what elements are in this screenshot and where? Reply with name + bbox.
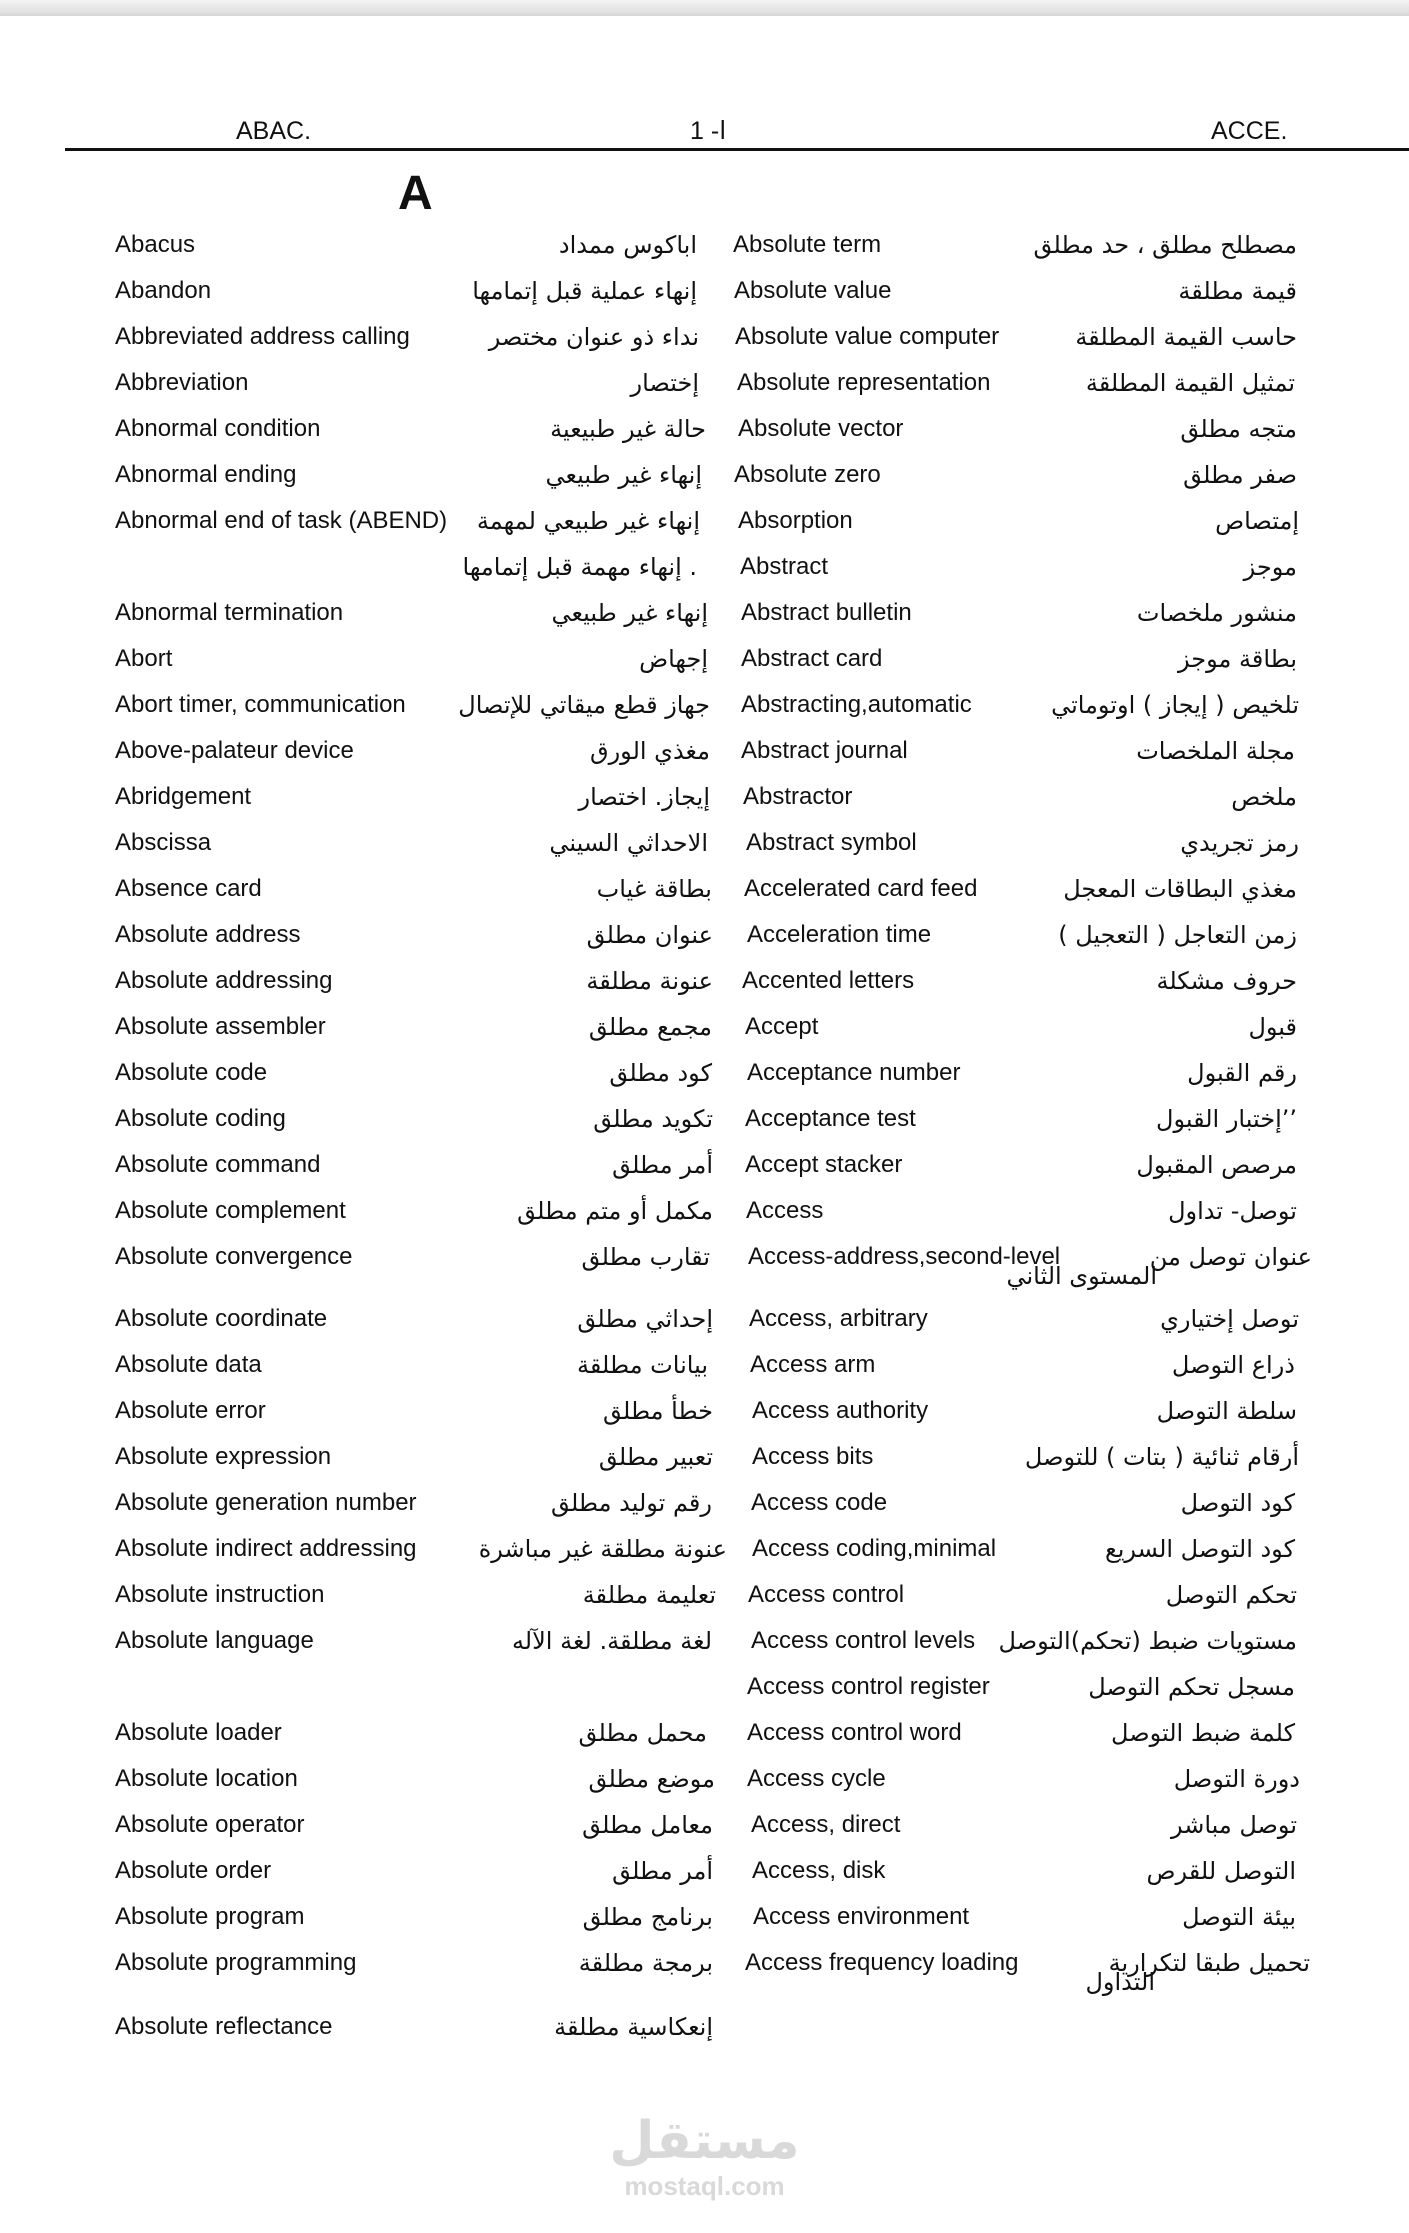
english-term: Acceptance number — [747, 1059, 961, 1086]
glossary-row — [0, 1012, 1409, 1058]
arabic-translation: مكمل أو متم مطلق — [517, 1197, 713, 1225]
arabic-translation: دورة التوصل — [1173, 1765, 1300, 1793]
arabic-translation: موضع مطلق — [588, 1765, 715, 1793]
arabic-translation: محمل مطلق — [578, 1719, 707, 1747]
english-term: Absolute command — [115, 1151, 321, 1178]
arabic-translation: إنهاء عملية قبل إتمامها — [472, 277, 697, 305]
english-term: Access coding,minimal — [752, 1535, 997, 1562]
english-term: Abnormal end of task (ABEND) — [115, 507, 448, 534]
glossary-row — [0, 1242, 1409, 1288]
english-term: Abacus — [115, 231, 196, 258]
arabic-translation: حالة غير طبيعية — [550, 415, 706, 443]
arabic-translation: مغذي البطاقات المعجل — [1063, 875, 1297, 903]
glossary-row — [0, 322, 1409, 368]
english-term: Absolute value — [734, 277, 892, 304]
english-term: Absolute instruction — [115, 1581, 325, 1608]
glossary-row — [0, 1856, 1409, 1902]
arabic-translation: تقارب مطلق — [581, 1243, 710, 1271]
english-term: Absolute coordinate — [115, 1305, 328, 1332]
arabic-translation: رقم القبول — [1187, 1059, 1297, 1087]
glossary-row — [0, 1534, 1409, 1580]
english-term: Absolute address — [115, 921, 301, 948]
arabic-translation: مصطلح مطلق ، حد مطلق — [1033, 231, 1297, 259]
arabic-translation: كلمة ضبط التوصل — [1111, 1719, 1295, 1747]
glossary-row — [0, 598, 1409, 644]
arabic-translation: ’’إختبار القبول — [1156, 1105, 1297, 1133]
glossary-row — [0, 460, 1409, 506]
arabic-translation: رقم توليد مطلق — [550, 1489, 712, 1517]
english-term: Access code — [751, 1489, 888, 1516]
english-term: Access control register — [747, 1673, 990, 1700]
english-term: Abnormal condition — [115, 415, 321, 442]
arabic-translation: عنونة مطلقة — [586, 967, 713, 995]
arabic-translation: إنهاء غير طبيعي — [551, 599, 708, 627]
english-term: Above-palateur device — [115, 737, 354, 764]
watermark-arabic-logo: مستقل — [609, 2111, 800, 2171]
arabic-translation-continuation: التداول — [1085, 1968, 1155, 1996]
glossary-row — [0, 1672, 1409, 1718]
glossary-row — [0, 1442, 1409, 1488]
english-term: Access control — [748, 1581, 905, 1608]
english-term: Absolute generation number — [115, 1489, 417, 1516]
arabic-translation: . إنهاء مهمة قبل إتمامها — [462, 553, 697, 581]
arabic-translation: قبول — [1248, 1013, 1297, 1041]
english-term: Absolute representation — [737, 369, 991, 396]
english-term: Access environment — [753, 1903, 970, 1930]
glossary-row — [0, 690, 1409, 736]
english-term: Access cycle — [747, 1765, 886, 1792]
mostaql-watermark — [0, 2111, 1409, 2201]
glossary-row — [0, 1764, 1409, 1810]
english-term: Absolute complement — [115, 1197, 346, 1224]
glossary-row — [0, 1488, 1409, 1534]
arabic-translation: إجهاض — [639, 645, 708, 673]
arabic-translation: منشور ملخصات — [1136, 599, 1297, 627]
english-term: Absolute reflectance — [115, 2013, 333, 2040]
arabic-translation: عنوان مطلق — [586, 921, 713, 949]
english-term: Absolute assembler — [115, 1013, 326, 1040]
arabic-translation: أمر مطلق — [612, 1857, 713, 1885]
glossary-row — [0, 736, 1409, 782]
arabic-translation-continuation: المستوى الثاني — [1006, 1262, 1157, 1290]
glossary-row — [0, 920, 1409, 966]
arabic-translation: بطاقة موجز — [1178, 645, 1297, 673]
english-term: Absolute language — [115, 1627, 314, 1654]
english-term: Absolute term — [733, 231, 882, 258]
arabic-translation: بطاقة غياب — [596, 875, 712, 903]
english-term: Absolute programming — [115, 1949, 357, 1976]
arabic-translation: خطأ مطلق — [603, 1397, 713, 1425]
arabic-translation: متجه مطلق — [1180, 415, 1297, 443]
arabic-translation: معامل مطلق — [582, 1811, 713, 1839]
glossary-row — [0, 966, 1409, 1012]
arabic-translation: عنونة مطلقة غير مباشرة — [478, 1535, 727, 1563]
english-term: Abandon — [115, 277, 212, 304]
english-term: Accept — [745, 1013, 819, 1040]
arabic-translation: بيئة التوصل — [1182, 1903, 1296, 1931]
glossary-row — [0, 1350, 1409, 1396]
glossary-row — [0, 506, 1409, 552]
arabic-translation: مغذي الورق — [589, 737, 710, 765]
english-term: Access-address,second-level — [748, 1243, 1061, 1270]
english-term: Abort — [115, 645, 173, 672]
english-term: Access control levels — [751, 1627, 976, 1654]
glossary-row — [0, 1902, 1409, 1948]
arabic-translation: بيانات مطلقة — [577, 1351, 708, 1379]
arabic-translation: مجلة الملخصات — [1136, 737, 1295, 765]
arabic-translation: التوصل للقرص — [1146, 1857, 1296, 1885]
glossary-row — [0, 1396, 1409, 1442]
english-term: Accept stacker — [745, 1151, 903, 1178]
english-term: Absolute location — [115, 1765, 298, 1792]
arabic-translation: إمتصاص — [1215, 507, 1299, 535]
arabic-translation: أرقام ثنائية ( بتات ) للتوصل — [1024, 1443, 1299, 1471]
arabic-translation: إنعكاسية مطلقة — [554, 2013, 713, 2041]
english-term: Abbreviation — [115, 369, 249, 396]
arabic-translation: مجمع مطلق — [588, 1013, 712, 1041]
header-last-guide-word: ACCE. — [1211, 117, 1288, 145]
arabic-translation: إنهاء غير طبيعي لمهمة — [476, 507, 700, 535]
arabic-translation: مرصص المقبول — [1136, 1151, 1297, 1179]
english-term: Accented letters — [742, 967, 915, 994]
english-term: Absolute operator — [115, 1811, 305, 1838]
english-term: Abstract journal — [741, 737, 908, 764]
english-term: Abstract symbol — [746, 829, 917, 856]
english-term: Abstract bulletin — [741, 599, 912, 626]
english-term: Accelerated card feed — [744, 875, 978, 902]
english-term: Absolute error — [115, 1397, 266, 1424]
section-letter-heading: A — [398, 167, 433, 220]
glossary-row — [0, 1810, 1409, 1856]
arabic-translation: برمجة مطلقة — [578, 1949, 713, 1977]
arabic-translation: اباكوس ممداد — [558, 231, 697, 259]
glossary-row — [0, 1718, 1409, 1764]
arabic-translation: حروف مشكلة — [1156, 967, 1297, 995]
english-term: Absolute addressing — [115, 967, 333, 994]
english-term: Abridgement — [115, 783, 252, 810]
arabic-translation: نداء ذو عنوان مختصر — [488, 323, 699, 351]
glossary-row — [0, 1150, 1409, 1196]
arabic-translation: إحداثي مطلق — [577, 1305, 713, 1333]
dictionary-page — [0, 16, 1409, 2233]
glossary-row — [0, 1058, 1409, 1104]
arabic-translation: إختصار — [630, 369, 699, 397]
english-term: Absolute indirect addressing — [115, 1535, 417, 1562]
arabic-translation: مسجل تحكم التوصل — [1088, 1673, 1295, 1701]
english-term: Access authority — [752, 1397, 929, 1424]
glossary-row — [0, 552, 1409, 598]
glossary-row — [0, 414, 1409, 460]
arabic-translation: مستويات ضبط (تحكم)التوصل — [998, 1627, 1297, 1655]
arabic-translation: إنهاء غير طبيعي — [545, 461, 702, 489]
english-term: Abort timer, communication — [115, 691, 406, 718]
arabic-translation: لغة مطلقة. لغة الآله — [511, 1627, 712, 1655]
arabic-translation: تمثيل القيمة المطلقة — [1085, 369, 1295, 397]
glossary-row — [0, 230, 1409, 276]
english-term: Access — [746, 1197, 824, 1224]
english-term: Absolute convergence — [115, 1243, 353, 1270]
glossary-row — [0, 276, 1409, 322]
english-term: Access, direct — [751, 1811, 901, 1838]
english-term: Absolute expression — [115, 1443, 332, 1470]
english-term: Abstractor — [743, 783, 853, 810]
glossary-row — [0, 874, 1409, 920]
english-term: Access frequency loading — [745, 1949, 1019, 1976]
arabic-translation: تعبير مطلق — [598, 1443, 713, 1471]
english-term: Absolute vector — [738, 415, 904, 442]
glossary-row — [0, 644, 1409, 690]
english-term: Access control word — [747, 1719, 962, 1746]
arabic-translation: رمز تجريدي — [1180, 829, 1299, 857]
arabic-translation: كود التوصل — [1180, 1489, 1295, 1517]
arabic-translation: أمر مطلق — [612, 1151, 713, 1179]
arabic-translation: توصل- تداول — [1168, 1197, 1297, 1225]
glossary-row — [0, 1626, 1409, 1672]
english-term: Access arm — [750, 1351, 876, 1378]
arabic-translation: إيجاز. اختصار — [578, 783, 710, 811]
glossary-row — [0, 368, 1409, 414]
english-term: Access bits — [752, 1443, 874, 1470]
glossary-row — [0, 782, 1409, 828]
window-top-shadow — [0, 0, 1409, 16]
english-term: Absolute coding — [115, 1105, 286, 1132]
arabic-translation: تحميل طبقا لتكرارية — [1108, 1949, 1310, 1977]
english-term: Absolute loader — [115, 1719, 282, 1746]
glossary-row — [0, 1948, 1409, 1994]
arabic-translation: برنامج مطلق — [582, 1903, 713, 1931]
glossary-row — [0, 2012, 1409, 2058]
arabic-translation: جهاز قطع ميقاتي للإتصال — [458, 691, 710, 719]
arabic-translation: حاسب القيمة المطلقة — [1075, 323, 1297, 351]
arabic-translation: ملخص — [1231, 783, 1297, 811]
english-term: Acceleration time — [747, 921, 932, 948]
arabic-translation: موجز — [1243, 553, 1297, 581]
english-term: Absorption — [738, 507, 853, 534]
arabic-translation: سلطة التوصل — [1156, 1397, 1297, 1425]
arabic-translation: ذراع التوصل — [1171, 1351, 1295, 1379]
glossary-row — [0, 828, 1409, 874]
english-term: Acceptance test — [745, 1105, 916, 1132]
arabic-translation: توصل مباشر — [1170, 1811, 1297, 1839]
arabic-translation: الاحداثي السيني — [549, 829, 708, 857]
english-term: Abstract card — [741, 645, 883, 672]
glossary-row — [0, 1104, 1409, 1150]
arabic-translation: تكويد مطلق — [593, 1105, 713, 1133]
glossary-row — [0, 1196, 1409, 1242]
english-term: Absolute data — [115, 1351, 262, 1378]
english-term: Absolute program — [115, 1903, 305, 1930]
english-term: Abnormal termination — [115, 599, 344, 626]
arabic-translation: توصل إختياري — [1160, 1305, 1299, 1333]
arabic-translation: صفر مطلق — [1183, 461, 1297, 489]
english-term: Absolute code — [115, 1059, 268, 1086]
english-term: Access, arbitrary — [749, 1305, 928, 1332]
english-term: Access, disk — [752, 1857, 886, 1884]
english-term: Abstracting,automatic — [741, 691, 972, 718]
arabic-translation: كود التوصل السريع — [1104, 1535, 1295, 1563]
english-term: Absolute order — [115, 1857, 272, 1884]
header-page-number: 1 -ا — [690, 117, 727, 145]
english-term: Abbreviated address calling — [115, 323, 410, 350]
watermark-domain: mostaql.com — [624, 2171, 785, 2201]
english-term: Abstract — [740, 553, 829, 580]
glossary-row — [0, 1304, 1409, 1350]
english-term: Absolute zero — [734, 461, 881, 488]
english-term: Absence card — [115, 875, 262, 902]
arabic-translation: تعليمة مطلقة — [582, 1581, 716, 1609]
arabic-translation: كود مطلق — [609, 1059, 712, 1087]
arabic-translation: تحكم التوصل — [1165, 1581, 1297, 1609]
header-rule — [65, 148, 1409, 151]
arabic-translation: عنوان توصل من — [1149, 1243, 1312, 1271]
arabic-translation: تلخيص ( إيجاز ) اوتوماتي — [1051, 691, 1299, 719]
english-term: Absolute value computer — [735, 323, 1000, 350]
english-term: Abscissa — [115, 829, 212, 856]
arabic-translation: زمن التعاجل ( التعجيل ) — [1058, 921, 1297, 949]
header-first-guide-word: ABAC. — [236, 117, 312, 145]
glossary-row — [0, 1580, 1409, 1626]
arabic-translation: قيمة مطلقة — [1178, 277, 1297, 305]
english-term: Abnormal ending — [115, 461, 297, 488]
